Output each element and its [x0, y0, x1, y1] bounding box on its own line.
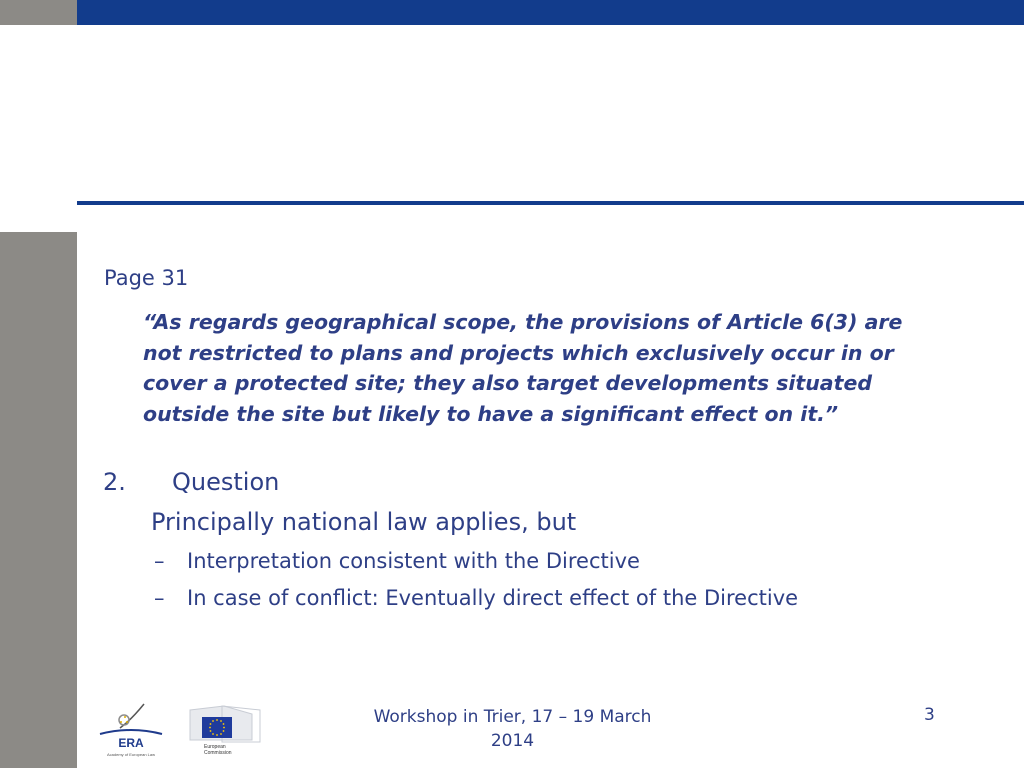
- side-gray-band: [0, 232, 77, 768]
- era-logo: [98, 700, 164, 758]
- european-commission-logo: [188, 704, 262, 756]
- subpoint-text: Interpretation consistent with the Directive: [187, 549, 640, 573]
- footer-line2: 2014: [490, 731, 535, 751]
- title-divider: [77, 201, 1024, 205]
- subpoint: [154, 549, 640, 573]
- principle-text: Principally national law applies, but: [151, 508, 577, 536]
- page-reference: Page 31: [104, 266, 189, 290]
- subpoint-text: In case of conflict: Eventually direct effect of the Directive: [187, 586, 799, 610]
- era-logo-text: ERA: [118, 736, 144, 750]
- subpoint-dash: –: [154, 549, 165, 573]
- slide-number: 3: [924, 705, 935, 725]
- quote-text: “As regards geographical scope, the provisions of Article 6(3) are not restricted to plans and projects which exclusively occur in or cover a protected site; they also target developments situated outside the site but likely to have a significant effect on it.”: [143, 310, 903, 426]
- question-label: Question: [172, 468, 280, 496]
- subpoint-dash: –: [154, 586, 165, 610]
- era-logo-graphic: [98, 700, 164, 758]
- ec-logo-graphic: [188, 704, 262, 756]
- ec-logo-text-line1: European: [204, 744, 226, 750]
- subpoint: [154, 586, 798, 610]
- question-number: 2.: [103, 468, 126, 496]
- era-logo-subtext: Academy of European Law: [106, 752, 156, 757]
- ec-logo-text-line2: Commission: [204, 750, 232, 756]
- footer-line1: Workshop in Trier, 17 – 19 March: [373, 707, 652, 727]
- top-gray-band: [0, 0, 77, 25]
- footer-text: [350, 705, 675, 753]
- top-blue-band: [77, 0, 1024, 25]
